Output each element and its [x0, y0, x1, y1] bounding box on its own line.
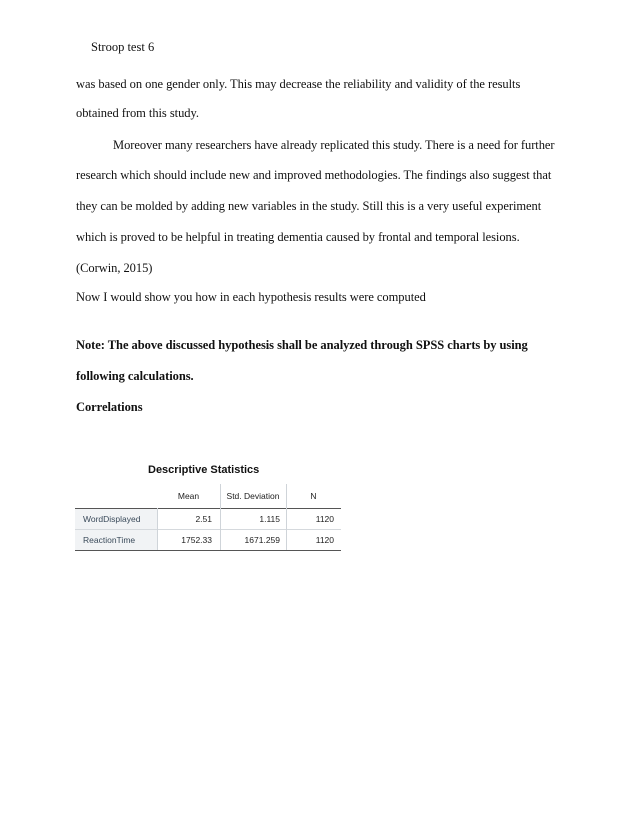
body-line-5: they can be molded by adding new variables in the study. Still this is a very useful experiment	[76, 199, 542, 213]
body-line-2: obtained from this study.	[76, 106, 199, 120]
table-row	[75, 508, 341, 529]
body-line-3: Moreover many researchers have already replicated this study. There is a need for further	[113, 138, 555, 152]
header-cell-mean: Mean	[177, 491, 200, 501]
cell-std-deviation: 1671.259	[244, 534, 280, 545]
cell-mean: 2.51	[195, 513, 212, 524]
table-title: Descriptive Statistics	[148, 464, 260, 476]
bottom-rule	[75, 550, 341, 551]
note-line-1: Note: The above discussed hypothesis shall be analyzed through SPSS charts by using	[76, 338, 528, 352]
body-line-1: was based on one gender only. This may decrease the reliability and validity of the results	[76, 77, 521, 91]
section-heading: Correlations	[76, 400, 143, 414]
note-line-2: following calculations.	[76, 369, 194, 383]
row-label: ReactionTime	[75, 529, 157, 550]
cell-n: 1120	[315, 534, 334, 545]
table-row	[75, 529, 341, 550]
citation-line: (Corwin, 2015)	[76, 261, 153, 275]
cell-std-deviation: 1.115	[259, 513, 280, 524]
body-line-8: Now I would show you how in each hypothesis results were computed	[76, 290, 426, 304]
running-head: Stroop test 6	[91, 40, 155, 54]
header-cell-std-deviation: Std. Deviation	[226, 491, 280, 501]
body-line-6: which is proved to be helpful in treating dementia caused by frontal and temporal lesions.	[76, 230, 520, 244]
descriptive-statistics-table	[75, 484, 341, 550]
header-cell-n: N	[310, 491, 317, 501]
row-divider	[75, 529, 341, 530]
table-header-row	[75, 484, 341, 508]
header-cell-blank	[75, 484, 157, 508]
cell-mean: 1752.33	[181, 534, 212, 545]
header-rule	[75, 508, 341, 509]
body-line-4: research which should include new and improved methodologies. The findings also suggest that	[76, 168, 552, 182]
cell-n: 1120	[315, 513, 334, 524]
column-divider	[157, 508, 158, 550]
column-divider	[286, 484, 287, 550]
row-label: WordDisplayed	[75, 508, 157, 529]
column-divider	[220, 484, 221, 550]
